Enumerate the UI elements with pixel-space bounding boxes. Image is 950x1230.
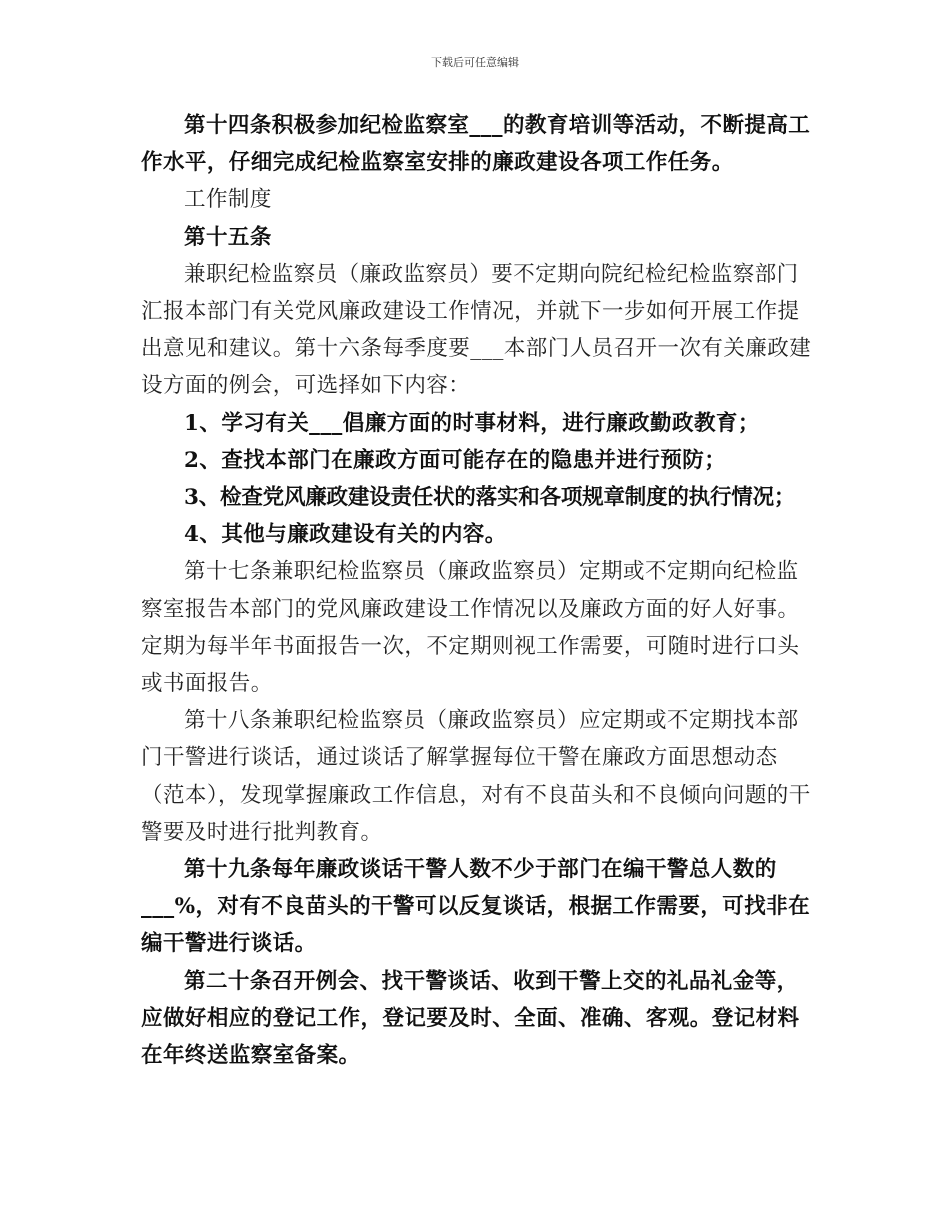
document-body <box>141 107 813 1074</box>
paragraph-article-20: 第二十条召开例会、找干警谈话、收到干警上交的礼品礼金等，应做好相应的登记工作，登记要及时、全面、准确、客观。登记材料在年终送监察室备案。 <box>141 968 800 1069</box>
paragraph-article-17: 第十七条兼职纪检监察员（廉政监察员）定期或不定期向纪检监察室报告本部门的党风廉政建设工作情况以及廉政方面的好人好事。定期为每半年书面报告一次，不定期则视工作需要，可随时进行口头或书面报告。 <box>141 559 800 697</box>
list-item-3: 3、检查党风廉政建设责任状的落实和各项规章制度的执行情况； <box>184 485 796 511</box>
article-15-heading: 第十五条 <box>184 224 272 250</box>
paragraph-article-15-16: 兼职纪检监察员（廉政监察员）要不定期向院纪检纪检监察部门汇报本部门有关党风廉政建设工作情况，并就下一步如何开展工作提出意见和建议。第十六条每季度要___本部门人员召开一次有关廉政建设方面的例会，可选择如下内容： <box>141 261 812 399</box>
paragraph-article-18: 第十八条兼职纪检监察员（廉政监察员）应定期或不定期找本部门干警进行谈话，通过谈话了解掌握每位干警在廉政方面思想动态（范本），发现掌握廉政工作信息，对有不良苗头和不良倾向问题的干警要及时进行批判教育。 <box>141 708 811 845</box>
list-item-4: 4、其他与廉政建设有关的内容。 <box>184 522 507 548</box>
section-heading-work-system: 工作制度 <box>184 187 272 213</box>
paragraph-article-14: 第十四条积极参加纪检监察室___的教育培训等活动，不断提高工作水平，仔细完成纪检监察室安排的廉政建设各项工作任务。 <box>141 113 811 176</box>
list-item-2: 2、查找本部门在廉政方面可能存在的隐患并进行预防； <box>184 447 727 473</box>
paragraph-article-19: 第十九条每年廉政谈话干警人数不少于部门在编干警总人数的___%，对有不良苗头的干警可以反复谈话，根据工作需要，可找非在编干警进行谈话。 <box>141 857 811 957</box>
list-item-1: 1、学习有关___倡廉方面的时事材料，进行廉政勤政教育； <box>184 410 760 436</box>
page-header: 下载后可任意编辑 <box>431 56 519 69</box>
